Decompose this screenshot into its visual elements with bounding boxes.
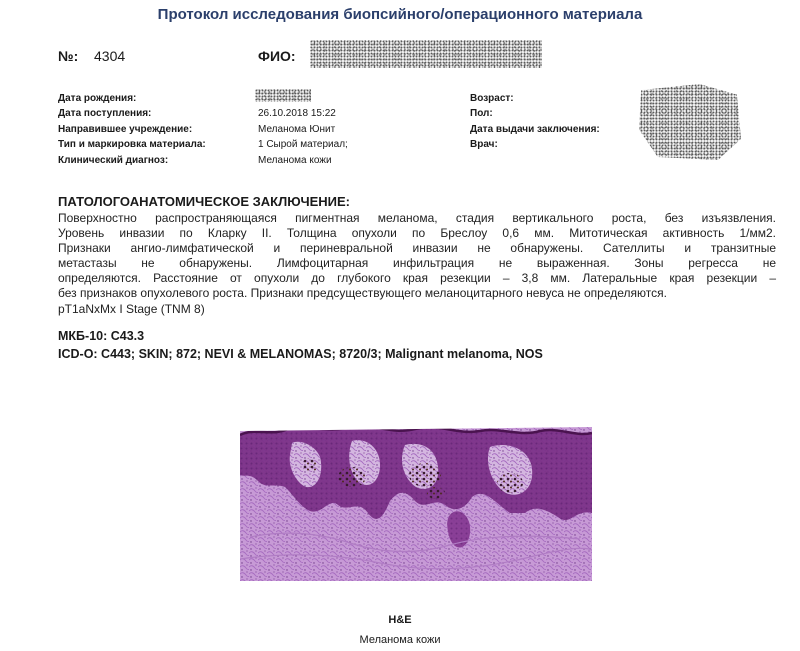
conclusion-heading: ПАТОЛОГОАНАТОМИЧЕСКОЕ ЗАКЛЮЧЕНИЕ:: [58, 194, 351, 209]
diagnosis-label: Клинический диагноз:: [58, 155, 169, 166]
age-label: Возраст:: [470, 93, 514, 104]
material-value: 1 Сырой материал;: [258, 139, 348, 150]
admission-value: 26.10.2018 15:22: [258, 108, 336, 119]
admission-label: Дата поступления:: [58, 108, 152, 119]
page-title: Протокол исследования биопсийного/операционного материала: [157, 6, 643, 23]
icdo-code: ICD-O: C443; SKIN; 872; NEVI & MELANOMAS; 8720/3; Malignant melanoma, NOS: [58, 347, 543, 361]
sex-label: Пол:: [470, 108, 493, 119]
issue-date-label: Дата выдачи заключения:: [470, 124, 600, 135]
histology-image: [240, 417, 592, 581]
protocol-number-label: №:: [58, 48, 79, 64]
conclusion-line: без признаков опухолевого роста. Признаки предсуществующего меланоцитарного невуса не определяются.: [58, 286, 667, 301]
material-label: Тип и маркировка материала:: [58, 139, 206, 150]
institution-value: Меланома Юнит: [258, 124, 336, 135]
conclusion-line: метастазы не обнаружены. Лимфоцитарная инфильтрация не выраженная. Зоны регресса не: [58, 256, 776, 271]
conclusion-line: Признаки ангио-лимфатической и периневральной инвазии не обнаружены. Сателлиты и транзитные: [58, 241, 776, 256]
fio-redacted: [310, 40, 542, 68]
fio-label: ФИО:: [258, 48, 296, 64]
diagnosis-value: Меланома кожи: [258, 155, 332, 166]
conclusion-line: Уровень инвазии по Кларку II. Толщина опухоли по Бреслоу 0,6 мм. Митотическая активность 1/мм2.: [58, 226, 776, 241]
conclusion-line: pT1aNxMx I Stage (TNM 8): [58, 301, 205, 316]
dob-redacted: [255, 89, 311, 102]
conclusion-text: [58, 211, 776, 317]
institution-label: Направившее учреждение:: [58, 124, 193, 135]
doctor-label: Врач:: [470, 139, 498, 150]
dob-label: Дата рождения:: [58, 93, 137, 104]
conclusion-line: определяются. Расстояние от опухоли до глубокого края резекции – 3,8 мм. Латеральные края резекции –: [58, 271, 776, 286]
stain-caption: H&E: [388, 614, 412, 626]
conclusion-line: Поверхностно распространяющаяся пигментная меланома, стадия вертикального роста, без изъязвления.: [58, 211, 776, 225]
protocol-number-value: 4304: [94, 48, 126, 64]
figure-caption: Меланома кожи: [359, 634, 441, 646]
details-redacted: [637, 84, 741, 160]
mkb-code: МКБ-10: С43.3: [58, 329, 145, 343]
